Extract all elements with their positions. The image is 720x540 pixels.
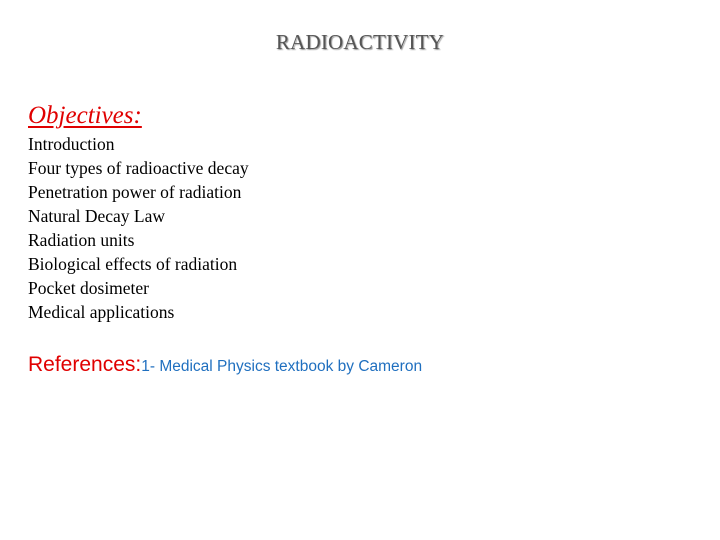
objectives-list xyxy=(28,132,249,324)
objective-item-radiation-units: Radiation units xyxy=(28,230,135,250)
objective-item-biological-effects: Biological effects of radiation xyxy=(28,254,238,274)
objective-item-pocket-dosimeter: Pocket dosimeter xyxy=(28,278,150,298)
objective-item-penetration-power: Penetration power of radiation xyxy=(28,182,242,202)
objective-item-decay-types: Four types of radioactive decay xyxy=(28,158,249,178)
slide-title: RADIOACTIVITY xyxy=(275,30,445,54)
objectives-heading: Objectives: xyxy=(28,102,142,129)
objective-item-decay-law: Natural Decay Law xyxy=(28,206,166,226)
objective-item-medical-applications: Medical applications xyxy=(28,302,175,322)
references-label: References: xyxy=(28,353,142,376)
reference-item: 1- Medical Physics textbook by Cameron xyxy=(141,358,423,375)
references xyxy=(28,353,422,377)
objective-item-introduction: Introduction xyxy=(28,134,115,154)
